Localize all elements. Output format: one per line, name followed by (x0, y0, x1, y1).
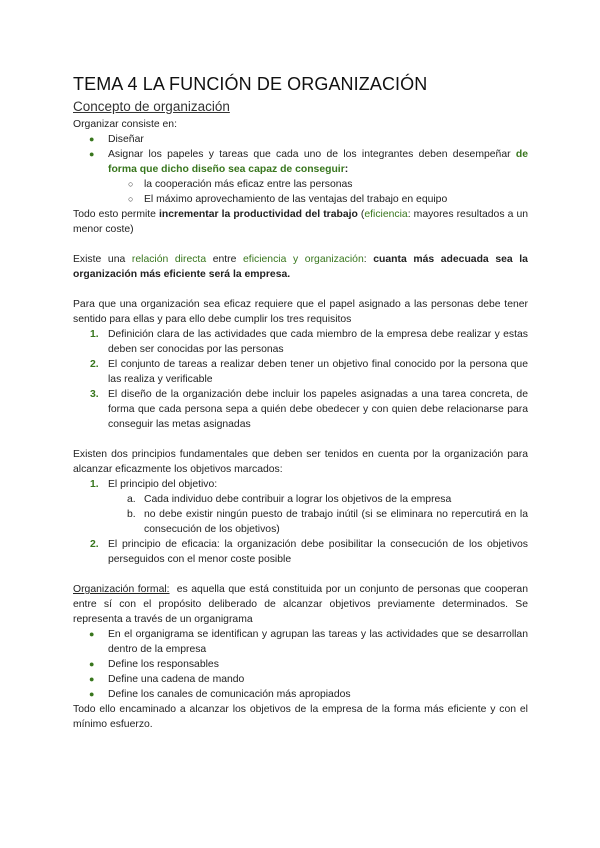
intro-text: Organizar consiste en: (73, 119, 177, 130)
sub-item-cooperation: ○ la cooperación más eficaz entre las personas (128, 179, 353, 190)
formal-organization-list (73, 627, 528, 702)
relation-paragraph: Existe una relación directa entre eficiencia y organización: cuanta más adecuada sea la organización más eficiente será la empresa. (73, 254, 528, 280)
list-item-design: ● Diseñar (89, 134, 144, 145)
closing-paragraph: Todo ello encaminado a alcanzar los objetivos de la empresa de la forma más eficiente y con el mínimo esfuerzo. (73, 704, 528, 730)
document-page (73, 70, 531, 732)
formal-organization-paragraph: Organización formal: es aquella que está constituida por un conjunto de personas que cooperan entre sí con el propósito deliberado de alcanzar objetivos previamente determinados. Se representa a través de un organigrama (73, 584, 531, 625)
principle-item-objective: 1. El principio del objetivo: (90, 479, 218, 490)
requirements-list (73, 327, 528, 432)
principle-subitem: a. Cada individuo debe contribuir a lograr los objetivos de la empresa (127, 494, 452, 505)
circle-bullet-icon: ○ (128, 194, 134, 204)
organize-list (73, 132, 528, 207)
list-item: ● Define una cadena de mando (89, 674, 245, 685)
principles-list (73, 477, 528, 567)
page-title: TEMA 4 LA FUNCIÓN DE ORGANIZACIÓN (73, 74, 428, 94)
requirements-intro: Para que una organización sea eficaz requiere que el papel asignado a las personas debe tener sentido para ellas y para ello debe cumplir los tres requisitos (73, 299, 528, 325)
sub-item-teamwork: ○ El máximo aprovechamiento de las ventajas del trabajo en equipo (128, 194, 448, 205)
section-subtitle: Concepto de organización (73, 99, 230, 114)
principles-intro: Existen dos principios fundamentales que deben ser tenidos en cuenta por la organización para alcanzar eficazmente los objetivos marcados: (73, 449, 528, 475)
requirement-item: 3. El diseño de la organización debe incluir los papeles asignadas a una tarea concreta, de forma que cada persona sepa a quién debe obedecer y con quien debe relacionarse para conseguir las metas asignadas (90, 389, 528, 430)
bullet-icon: ● (89, 629, 95, 639)
formal-organization-term: Organización formal: (73, 584, 170, 595)
list-item: ● Define los responsables (89, 659, 219, 670)
bullet-icon: ● (89, 689, 95, 699)
requirement-item: 2. El conjunto de tareas a realizar deben tener un objetivo final conocido por la persona que las realiza y verificable (90, 359, 528, 385)
bullet-icon: ● (89, 674, 95, 684)
principle-subitem: b. no debe existir ningún puesto de trabajo inútil (si se eliminara no repercutirá en la consecución de los objetivos) (127, 509, 528, 535)
circle-bullet-icon: ○ (128, 179, 134, 189)
list-item: ● En el organigrama se identifican y agrupan las tareas y las actividades que se desarrollan dentro de la empresa (89, 629, 528, 655)
list-item: ● Define los canales de comunicación más apropiados (89, 689, 351, 700)
bullet-icon: ● (89, 134, 95, 144)
list-item-assign: ● Asignar los papeles y tareas que cada uno de los integrantes deben desempeñar de forma que dicho diseño sea capaz de conseguir: (89, 149, 528, 175)
bullet-icon: ● (89, 149, 95, 159)
productivity-paragraph: Todo esto permite incrementar la productividad del trabajo (eficiencia: mayores resultados a un menor coste) (73, 209, 529, 235)
principle-item-efficacy: 2. El principio de eficacia: la organización debe posibilitar la consecución de los objetivos perseguidos con el menor coste posible (90, 539, 528, 565)
bullet-icon: ● (89, 659, 95, 669)
requirement-item: 1. Definición clara de las actividades que cada miembro de la empresa debe realizar y estas deben ser conocidas por las personas (90, 329, 528, 355)
